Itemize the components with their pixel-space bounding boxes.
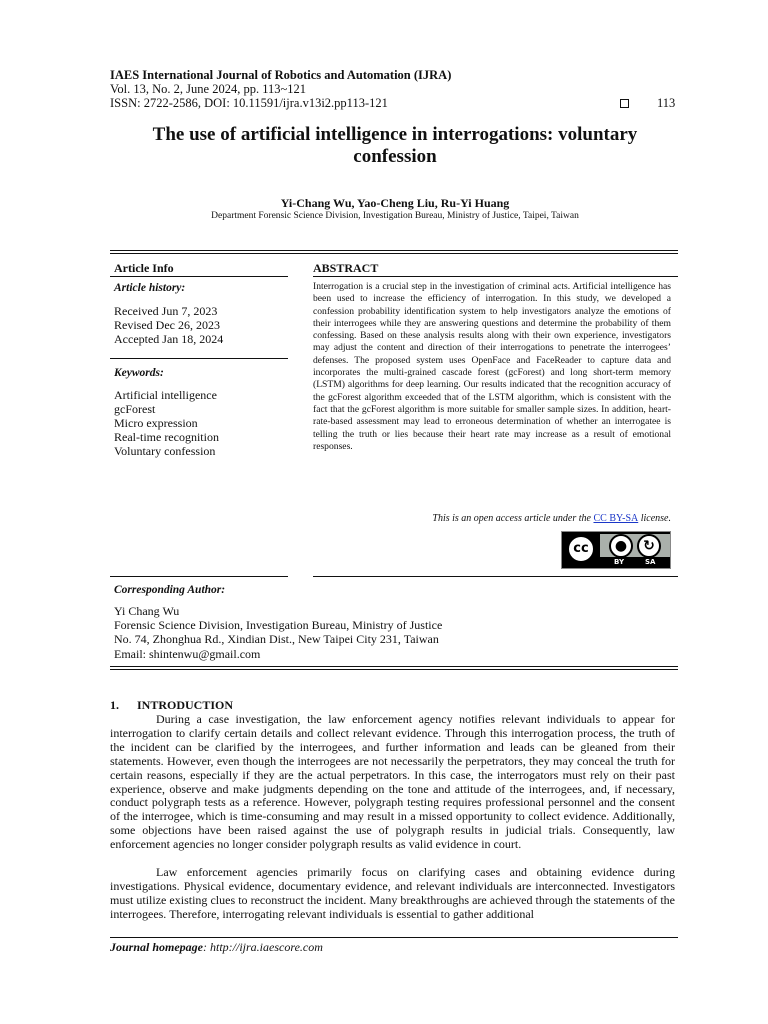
- corresponding-email: Email: shintenwu@gmail.com: [114, 646, 261, 661]
- received-date: Received Jun 7, 2023: [114, 304, 218, 318]
- affiliation: Department Forensic Science Division, Investigation Bureau, Ministry of Justice, Taipei, Taiwan: [211, 211, 579, 221]
- top-double-rule: [110, 250, 678, 254]
- section-heading-introduction: 1. INTRODUCTION: [110, 698, 234, 712]
- keyword-item: Micro expression: [114, 416, 198, 430]
- article-info-heading: Article Info: [114, 261, 174, 275]
- corresponding-address: No. 74, Zhonghua Rd., Xindian Dist., New Taipei City 231, Taiwan: [114, 632, 439, 647]
- share-alike-icon: ↻: [637, 534, 661, 558]
- left-column-rule: [110, 276, 288, 277]
- keyword-item: Voluntary confession: [114, 444, 216, 458]
- open-access-prefix: This is an open access article under the: [432, 513, 594, 524]
- homepage-label: Journal homepage: [110, 940, 204, 954]
- left-bottom-rule: [110, 576, 288, 577]
- keywords-rule: [110, 358, 288, 359]
- keywords-label: Keywords:: [114, 367, 164, 379]
- keyword-item: gcForest: [114, 402, 156, 416]
- open-access-note: [313, 513, 671, 524]
- page-number: 113: [657, 96, 676, 110]
- volume-line: Vol. 13, No. 2, June 2024, pp. 113~121: [110, 82, 307, 96]
- revised-date: Revised Dec 26, 2023: [114, 318, 220, 332]
- abstract-text: Interrogation is a crucial step in the investigation of criminal acts. Artificial intelligence has been used to increase the efficiency of interrogation. In this study, we developed a confession probability identification system to help investigators analyze the emotions of their interrogees while they are answering questions and determine the probability of them confessing. Based on these analysis results along with their own experience, investigators may adjust the content and direction of their interrogations to penetrate the interrogees’ defenses. The proposed system uses OpenFace and FaceReader to capture data and incorporates the multi-grained cascade forest (gcForest) and long short-term memory (LSTM) algorithms for deep learning. Our results indicated that the recognition accuracy of the gcForest algorithm exceeded that of the LSTM algorithm, which is consistent with the fact that the gcForest algorithm is more suitable for smaller sample sizes. In addition, heart-rate-based assessment may lead to erroneous determination of whether an interrogatee is telling the truth or lies because their heart rate may increase as a result of emotional responses.: [313, 281, 671, 452]
- by-label: BY: [614, 558, 625, 566]
- journal-name: IAES International Journal of Robotics and Automation (IJRA): [110, 68, 452, 82]
- attribution-person-icon: ●: [609, 534, 633, 558]
- journal-homepage: [110, 940, 323, 955]
- corresponding-author-block: [114, 604, 674, 661]
- keyword-item: Artificial intelligence: [114, 388, 217, 402]
- intro-paragraph: During a case investigation, the law enforcement agency notifies relevant individuals to appear for interrogation to clarify certain details and collect relevant evidence. Through this interrogation process, the truth of the incident can be clarified by the interrogees, and further information and leads can be gleaned from their statements. However, even though the interrogees are not necessarily the perpetrators, they may conceal the truth for certain reasons, especially if they are the actual perpetrators. In this case, the interrogators must rely on their past experience, observe and make judgments depending on the tone and attitude of the interrogees, and, if necessary, conduct polygraph tests as a reference. However, polygraph testing requires professional personnel and the consent of the interrogee, which is time-consuming and may result in a missed opportunity to collect evidence. Additionally, some objections have been raised against the use of polygraph results in judicial trials. Consequently, law enforcement agencies no longer consider polygraph results as valid evidence in court.: [110, 712, 675, 852]
- authors: Yi-Chang Wu, Yao-Cheng Liu, Ru-Yi Huang: [280, 196, 510, 210]
- open-access-suffix: license.: [638, 513, 671, 524]
- square-bullet-icon: [620, 99, 629, 108]
- intro-paragraph: Law enforcement agencies primarily focus on clarifying cases and obtaining evidence during investigations. Physical evidence, documentary evidence, and relevant individuals are interconnected. Investigators must utilize existing clues to reconstruct the incident. Many breakthroughs are achieved through the statements of the interrogees. Therefore, interrogating relevant individuals is essential to gather additional: [110, 865, 675, 921]
- corresponding-affiliation: Forensic Science Division, Investigation Bureau, Ministry of Justice: [114, 618, 443, 633]
- corresponding-name: Yi Chang Wu: [114, 604, 180, 618]
- license-link[interactable]: CC BY-SA: [593, 513, 639, 524]
- badge-label-band: [600, 558, 670, 567]
- homepage-url[interactable]: : http://ijra.iaescore.com: [203, 940, 323, 954]
- abstract-bottom-rule: [313, 576, 678, 577]
- keyword-item: Real-time recognition: [114, 430, 219, 444]
- sa-label: SA: [645, 558, 656, 566]
- article-history-label: Article history:: [114, 282, 186, 294]
- accepted-date: Accepted Jan 18, 2024: [114, 332, 224, 346]
- cc-by-sa-badge[interactable]: [561, 531, 671, 569]
- abstract-rule: [313, 276, 678, 277]
- footer-rule: [110, 937, 678, 938]
- issn-line: ISSN: 2722-2586, DOI: 10.11591/ijra.v13i2.pp113-121: [110, 96, 388, 110]
- cc-icon: cc: [567, 535, 595, 563]
- corresponding-author-label: Corresponding Author:: [114, 584, 226, 596]
- paper-title: The use of artificial intelligence in interrogations: voluntary confession: [152, 124, 638, 167]
- abstract-heading: ABSTRACT: [313, 261, 379, 275]
- bottom-double-rule: [110, 666, 678, 670]
